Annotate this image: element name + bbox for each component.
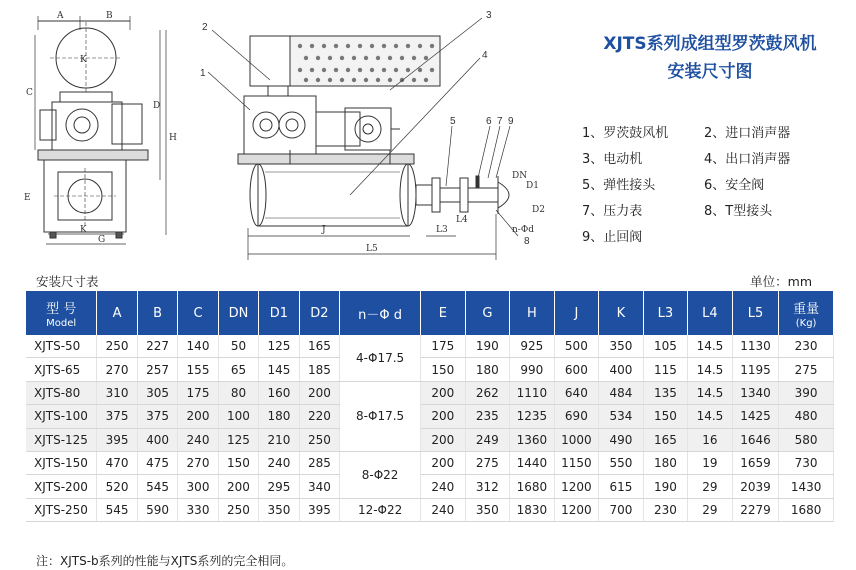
table-cell: 262 bbox=[465, 381, 510, 404]
table-cell: 534 bbox=[599, 405, 644, 428]
table-cell: 180 bbox=[643, 451, 688, 474]
legend-item-6: 6、安全阀 bbox=[704, 178, 765, 193]
table-cell: 165 bbox=[643, 428, 688, 451]
column-header bbox=[554, 291, 599, 335]
column-header-label: B bbox=[153, 305, 162, 321]
table-cell: 400 bbox=[599, 358, 644, 381]
dim-label-b: B bbox=[106, 11, 113, 21]
table-row bbox=[26, 498, 834, 521]
table-cell: 240 bbox=[421, 498, 466, 521]
table-cell: 100 bbox=[218, 405, 258, 428]
table-cell: 305 bbox=[137, 381, 177, 404]
table-cell: 16 bbox=[688, 428, 733, 451]
column-header bbox=[259, 291, 299, 335]
column-header bbox=[732, 291, 779, 335]
table-cell: 490 bbox=[599, 428, 644, 451]
table-row bbox=[26, 405, 834, 428]
table-row bbox=[26, 451, 834, 474]
table-cell: 240 bbox=[421, 475, 466, 498]
table-cell: 1830 bbox=[510, 498, 555, 521]
legend-item-5: 5、弹性接头 bbox=[582, 178, 656, 193]
table-cell: 65 bbox=[218, 358, 258, 381]
table-cell: 14.5 bbox=[688, 381, 733, 404]
table-cell: 545 bbox=[137, 475, 177, 498]
table-cell: 545 bbox=[97, 498, 137, 521]
table-row bbox=[26, 428, 834, 451]
column-header bbox=[510, 291, 555, 335]
column-header-label: E bbox=[438, 305, 447, 321]
dim-label-d: D bbox=[153, 101, 161, 111]
table-cell: 150 bbox=[643, 405, 688, 428]
table-cell: 270 bbox=[178, 451, 218, 474]
table-cell: 550 bbox=[599, 451, 644, 474]
column-header bbox=[688, 291, 733, 335]
legend-item-4: 4、出口消声器 bbox=[704, 152, 791, 167]
table-cell: 240 bbox=[259, 451, 299, 474]
table-cell: 125 bbox=[259, 335, 299, 358]
table-cell: 125 bbox=[218, 428, 258, 451]
legend-item-8: 8、T型接头 bbox=[704, 204, 773, 219]
legend-item-9: 9、止回阀 bbox=[582, 230, 643, 245]
callout-7: 7 bbox=[497, 116, 503, 127]
dim-label-h: H bbox=[169, 133, 177, 143]
legend-item-1: 1、罗茨鼓风机 bbox=[582, 126, 669, 141]
dim-label-k-top: K bbox=[80, 55, 87, 65]
table-cell: 1425 bbox=[732, 405, 779, 428]
table-caption: 安装尺寸表 bbox=[36, 274, 99, 289]
column-header-label: DN bbox=[228, 305, 249, 321]
column-header bbox=[643, 291, 688, 335]
table-cell: 2039 bbox=[732, 475, 779, 498]
table-cell: 175 bbox=[178, 381, 218, 404]
table-cell: 145 bbox=[259, 358, 299, 381]
column-header-label: A bbox=[112, 305, 122, 321]
dim-label-k: K bbox=[80, 225, 87, 235]
page-title bbox=[560, 30, 856, 86]
table-row bbox=[26, 335, 834, 358]
callout-1: 1 bbox=[200, 68, 206, 79]
column-header-label: J bbox=[574, 305, 579, 321]
table-cell: 190 bbox=[643, 475, 688, 498]
table-cell: 925 bbox=[510, 335, 555, 358]
table-cell: 1110 bbox=[510, 381, 555, 404]
table-cell: 580 bbox=[779, 428, 834, 451]
column-header-label: L4 bbox=[702, 305, 718, 321]
table-cell: 1440 bbox=[510, 451, 555, 474]
table-cell: 1200 bbox=[554, 475, 599, 498]
table-cell-n-phi-d: 8-Φ17.5 bbox=[340, 381, 421, 451]
table-cell: 175 bbox=[421, 335, 466, 358]
legend-item-3: 3、电动机 bbox=[582, 152, 643, 167]
table-cell: 730 bbox=[779, 451, 834, 474]
callout-2: 2 bbox=[202, 22, 208, 33]
table-cell-model: XJTS-250 bbox=[26, 498, 97, 521]
table-cell: 640 bbox=[554, 381, 599, 404]
dimension-table bbox=[26, 291, 834, 522]
table-cell: 375 bbox=[137, 405, 177, 428]
table-body bbox=[26, 335, 834, 522]
dim-label-c: C bbox=[26, 88, 33, 98]
table-cell: 1360 bbox=[510, 428, 555, 451]
table-cell: 350 bbox=[465, 498, 510, 521]
column-header-sublabel: Model bbox=[46, 317, 77, 329]
table-cell: 690 bbox=[554, 405, 599, 428]
callout-8: 8 bbox=[524, 236, 530, 247]
column-header bbox=[421, 291, 466, 335]
column-header bbox=[779, 291, 834, 335]
column-header-label: L5 bbox=[747, 305, 764, 321]
table-cell: 1680 bbox=[779, 498, 834, 521]
table-row bbox=[26, 358, 834, 381]
column-header-label: H bbox=[526, 305, 537, 321]
dim-label-l5: L5 bbox=[366, 244, 378, 254]
table-cell: 400 bbox=[137, 428, 177, 451]
column-header bbox=[465, 291, 510, 335]
end-view-drawing bbox=[35, 16, 166, 244]
table-cell-n-phi-d: 8-Φ22 bbox=[340, 451, 421, 498]
table-cell: 257 bbox=[137, 358, 177, 381]
table-cell: 484 bbox=[599, 381, 644, 404]
table-cell: 395 bbox=[299, 498, 339, 521]
table-cell: 29 bbox=[688, 475, 733, 498]
table-cell: 150 bbox=[421, 358, 466, 381]
table-cell: 160 bbox=[259, 381, 299, 404]
table-cell: 155 bbox=[178, 358, 218, 381]
table-cell-n-phi-d: 12-Φ22 bbox=[340, 498, 421, 521]
unit-label: 单位：mm bbox=[750, 274, 812, 289]
table-cell: 105 bbox=[643, 335, 688, 358]
column-header-label: C bbox=[193, 305, 203, 321]
table-cell: 285 bbox=[299, 451, 339, 474]
dim-label-l3: L3 bbox=[436, 225, 448, 235]
table-cell: 1646 bbox=[732, 428, 779, 451]
table-cell: 200 bbox=[421, 381, 466, 404]
table-cell: 395 bbox=[97, 428, 137, 451]
table-cell: 350 bbox=[259, 498, 299, 521]
table-cell: 14.5 bbox=[688, 335, 733, 358]
table-cell: 500 bbox=[554, 335, 599, 358]
column-header-label: 重量 bbox=[793, 301, 820, 317]
column-header-label: G bbox=[482, 305, 493, 321]
dim-label-d1: D1 bbox=[526, 181, 539, 191]
dim-label-nphi: n-Φd bbox=[512, 225, 534, 235]
table-cell: 150 bbox=[218, 451, 258, 474]
table-cell: 230 bbox=[643, 498, 688, 521]
column-header bbox=[178, 291, 218, 335]
table-cell: 375 bbox=[97, 405, 137, 428]
table-header-row bbox=[26, 291, 834, 335]
callout-6: 6 bbox=[486, 116, 492, 127]
dim-label-l4: L4 bbox=[456, 215, 468, 225]
table-cell: 190 bbox=[465, 335, 510, 358]
footnote: 注：XJTS-b系列的性能与XJTS系列的完全相同。 bbox=[36, 554, 294, 568]
legend-item-7: 7、压力表 bbox=[582, 204, 643, 219]
table-cell: 700 bbox=[599, 498, 644, 521]
table-cell: 200 bbox=[421, 428, 466, 451]
column-header bbox=[299, 291, 339, 335]
column-header bbox=[218, 291, 258, 335]
table-cell: 1130 bbox=[732, 335, 779, 358]
table-cell-model: XJTS-100 bbox=[26, 405, 97, 428]
table-cell: 180 bbox=[465, 358, 510, 381]
table-cell: 1195 bbox=[732, 358, 779, 381]
dim-label-e: E bbox=[24, 193, 31, 203]
table-cell: 80 bbox=[218, 381, 258, 404]
table-cell: 250 bbox=[218, 498, 258, 521]
table-cell: 520 bbox=[97, 475, 137, 498]
table-cell: 250 bbox=[97, 335, 137, 358]
table-cell: 270 bbox=[97, 358, 137, 381]
table-cell: 275 bbox=[465, 451, 510, 474]
column-header-label: D2 bbox=[310, 305, 329, 321]
table-cell-model: XJTS-80 bbox=[26, 381, 97, 404]
table-cell: 615 bbox=[599, 475, 644, 498]
table-cell: 590 bbox=[137, 498, 177, 521]
table-cell-n-phi-d: 4-Φ17.5 bbox=[340, 335, 421, 381]
dim-label-g: G bbox=[98, 235, 106, 245]
table-cell: 600 bbox=[554, 358, 599, 381]
table-cell: 140 bbox=[178, 335, 218, 358]
table-cell-model: XJTS-125 bbox=[26, 428, 97, 451]
table-cell: 200 bbox=[299, 381, 339, 404]
column-header-label: 型 号 bbox=[46, 301, 77, 317]
column-header bbox=[26, 291, 97, 335]
table-cell: 1340 bbox=[732, 381, 779, 404]
table-cell-model: XJTS-200 bbox=[26, 475, 97, 498]
callout-5: 5 bbox=[450, 116, 456, 127]
table-cell: 210 bbox=[259, 428, 299, 451]
table-row bbox=[26, 475, 834, 498]
table-cell: 390 bbox=[779, 381, 834, 404]
column-header bbox=[137, 291, 177, 335]
dim-label-j: J bbox=[322, 225, 326, 235]
table-cell: 249 bbox=[465, 428, 510, 451]
table-cell: 1659 bbox=[732, 451, 779, 474]
dim-label-a: A bbox=[57, 11, 64, 21]
table-cell: 185 bbox=[299, 358, 339, 381]
column-header bbox=[599, 291, 644, 335]
table-cell: 310 bbox=[97, 381, 137, 404]
table-cell: 330 bbox=[178, 498, 218, 521]
table-cell: 50 bbox=[218, 335, 258, 358]
table-cell: 1680 bbox=[510, 475, 555, 498]
table-cell: 115 bbox=[643, 358, 688, 381]
table-cell: 220 bbox=[299, 405, 339, 428]
table-cell: 2279 bbox=[732, 498, 779, 521]
title-line-2: 安装尺寸图 bbox=[667, 62, 753, 82]
table-cell: 1150 bbox=[554, 451, 599, 474]
table-cell: 350 bbox=[599, 335, 644, 358]
table-cell: 1430 bbox=[779, 475, 834, 498]
table-cell: 470 bbox=[97, 451, 137, 474]
dim-label-dn: DN bbox=[512, 171, 528, 181]
table-cell: 200 bbox=[178, 405, 218, 428]
table-cell: 200 bbox=[421, 405, 466, 428]
column-header-label: K bbox=[616, 305, 626, 321]
table-cell: 240 bbox=[178, 428, 218, 451]
table-cell: 19 bbox=[688, 451, 733, 474]
table-cell: 480 bbox=[779, 405, 834, 428]
callout-9: 9 bbox=[508, 116, 514, 127]
legend-item-2: 2、进口消声器 bbox=[704, 126, 791, 141]
table-cell-model: XJTS-150 bbox=[26, 451, 97, 474]
table-cell: 340 bbox=[299, 475, 339, 498]
table-cell-model: XJTS-65 bbox=[26, 358, 97, 381]
table-cell: 135 bbox=[643, 381, 688, 404]
column-header bbox=[340, 291, 421, 335]
table-cell: 1000 bbox=[554, 428, 599, 451]
table-cell: 227 bbox=[137, 335, 177, 358]
table-cell: 165 bbox=[299, 335, 339, 358]
column-header bbox=[97, 291, 137, 335]
column-header-label: L3 bbox=[657, 305, 674, 321]
table-cell: 275 bbox=[779, 358, 834, 381]
table-cell: 200 bbox=[421, 451, 466, 474]
callout-3: 3 bbox=[486, 10, 492, 21]
column-header-label: D1 bbox=[269, 305, 289, 321]
table-cell: 300 bbox=[178, 475, 218, 498]
table-cell: 235 bbox=[465, 405, 510, 428]
table-cell: 14.5 bbox=[688, 358, 733, 381]
callout-4: 4 bbox=[482, 50, 488, 61]
table-cell: 180 bbox=[259, 405, 299, 428]
dim-label-d2: D2 bbox=[532, 205, 545, 215]
table-cell: 475 bbox=[137, 451, 177, 474]
table-cell: 1200 bbox=[554, 498, 599, 521]
installation-drawing bbox=[0, 0, 560, 268]
column-header-label: n－Φ d bbox=[358, 307, 403, 323]
table-cell: 230 bbox=[779, 335, 834, 358]
table-cell: 1235 bbox=[510, 405, 555, 428]
table-row bbox=[26, 381, 834, 404]
table-cell: 312 bbox=[465, 475, 510, 498]
table-cell: 29 bbox=[688, 498, 733, 521]
table-cell-model: XJTS-50 bbox=[26, 335, 97, 358]
column-header-sublabel: (Kg) bbox=[795, 317, 817, 329]
table-cell: 295 bbox=[259, 475, 299, 498]
table-cell: 200 bbox=[218, 475, 258, 498]
side-view-drawing bbox=[208, 18, 518, 260]
table-cell: 14.5 bbox=[688, 405, 733, 428]
table-cell: 250 bbox=[299, 428, 339, 451]
title-line-1: XJTS系列成组型罗茨鼓风机 bbox=[603, 34, 817, 54]
table-cell: 990 bbox=[510, 358, 555, 381]
